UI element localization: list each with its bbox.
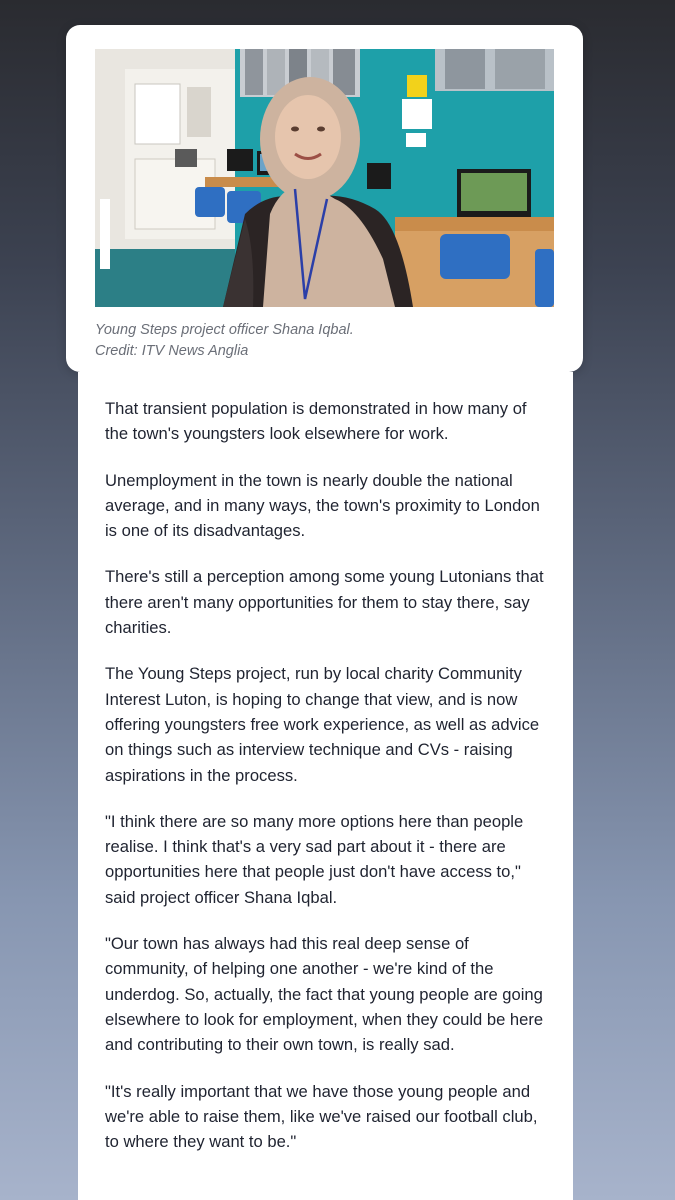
caption-title: Young Steps project officer Shana Iqbal. (95, 322, 354, 338)
image-card (66, 25, 583, 372)
article-paragraph: That transient population is demonstrated in how many of the town's youngsters look elsewhere for work. (105, 399, 527, 444)
article-paragraph: "It's really important that we have those young people and we're able to raise them, like we've raised our football club, to where they want to be." (105, 1081, 538, 1152)
article-photo (95, 49, 554, 307)
article-paragraph: "I think there are so many more options here than people realise. I think that's a very sad part about it - there are opportunities here that people just don't have access to," said project officer Shana Iqbal. (105, 811, 524, 907)
photo-illustration (95, 49, 554, 307)
article-body (78, 372, 573, 1200)
caption-credit: Credit: ITV News Anglia (95, 343, 249, 359)
article-paragraph: "Our town has always had this real deep sense of community, of helping one another - we're kind of the underdog. So, actually, the fact that young people are going elsewhere to look for employment, when they could be here and contributing to their own town, is really sad. (105, 934, 544, 1055)
article-paragraph: There's still a perception among some young Lutonians that there aren't many opportunities for them to stay there, say charities. (105, 567, 544, 638)
photo-caption (95, 320, 555, 362)
article-paragraph: Unemployment in the town is nearly double the national average, and in many ways, the town's proximity to London is one of its disadvantages. (105, 470, 540, 541)
article-paragraph: The Young Steps project, run by local charity Community Interest Luton, is hoping to change that view, and is now offering youngsters free work experience, as well as advice on things such as interview technique and CVs - raising aspirations in the process. (105, 664, 540, 785)
